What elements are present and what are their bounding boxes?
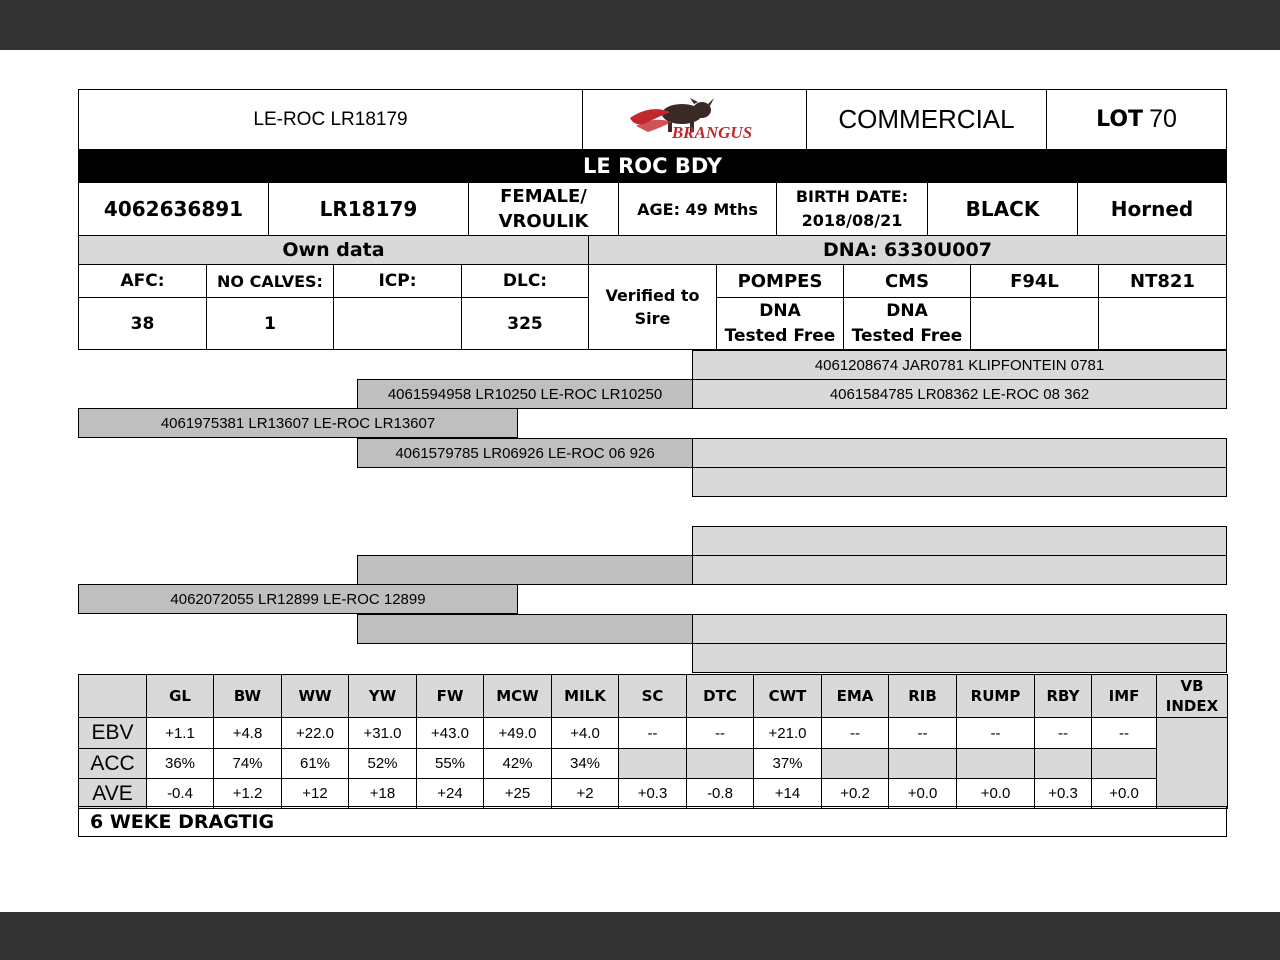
- ebv-cell-ebv-imf: --: [1091, 717, 1157, 749]
- cms-result-line2: Tested Free: [851, 325, 963, 346]
- category: COMMERCIAL: [806, 89, 1047, 150]
- no-calves-value: 1: [206, 297, 334, 350]
- ebv-header-fw: FW: [416, 674, 484, 718]
- ebv-cell-acc-yw: 52%: [348, 748, 417, 779]
- pompes-label: POMPES: [716, 264, 844, 298]
- pompes-result: [716, 297, 844, 350]
- ebv-cell-ave-fw: +24: [416, 778, 484, 809]
- ebv-cell-acc-rib: [888, 748, 957, 779]
- verified-line2: Sire: [634, 309, 671, 328]
- f94l-result: [970, 297, 1099, 350]
- ebv-row-label-ebv: EBV: [78, 717, 147, 749]
- dlc-value: 325: [461, 297, 589, 350]
- ebv-cell-ebv-yw: +31.0: [348, 717, 417, 749]
- ebv-cell-acc-ema: [821, 748, 889, 779]
- birth-date: [776, 182, 928, 236]
- pedigree-sire: 4061975381 LR13607 LE-ROC LR13607: [78, 408, 518, 438]
- brangus-logo: [582, 89, 807, 150]
- icp-label: ICP:: [333, 264, 462, 298]
- ebv-cell-ebv-sc: --: [618, 717, 687, 749]
- ebv-header-rib: RIB: [888, 674, 957, 718]
- ebv-cell-ebv-rby: --: [1034, 717, 1092, 749]
- pedigree-sire-dam: 4061579785 LR06926 LE-ROC 06 926: [357, 438, 693, 468]
- dlc-label: DLC:: [461, 264, 589, 298]
- ebv-cell-acc-dtc: [686, 748, 754, 779]
- ebv-cell-acc-gl: 36%: [146, 748, 214, 779]
- ebv-header-rby: RBY: [1034, 674, 1092, 718]
- top-bar: [0, 0, 1280, 50]
- ebv-cell-ave-sc: +0.3: [618, 778, 687, 809]
- colour: BLACK: [927, 182, 1078, 236]
- ebv-cell-acc-imf: [1091, 748, 1157, 779]
- ebv-cell-ave-bw: +1.2: [213, 778, 282, 809]
- no-calves-label: NO CALVES:: [206, 264, 334, 298]
- pedigree-sire-sire-sire: 4061208674 JAR0781 KLIPFONTEIN 0781: [692, 350, 1227, 380]
- vb-line2: INDEX: [1165, 697, 1219, 715]
- svg-text:BRANGUS: BRANGUS: [671, 122, 752, 142]
- ebv-cell-ave-milk: +2: [551, 778, 619, 809]
- page-title: LE ROC BDY: [78, 149, 1227, 183]
- sex: [468, 182, 619, 236]
- id-number: 4062636891: [78, 182, 269, 236]
- ebv-cell-ave-rby: +0.3: [1034, 778, 1092, 809]
- pedigree-dam-dam-dam: [692, 643, 1227, 673]
- lot-box: [1046, 89, 1227, 150]
- bottom-bar: [0, 912, 1280, 960]
- vb-line1: VB: [1180, 677, 1204, 695]
- animal-name: LE-ROC LR18179: [78, 89, 583, 150]
- ebv-cell-ave-mcw: +25: [483, 778, 552, 809]
- brangus-logo-icon: [620, 96, 770, 144]
- ebv-cell-ebv-cwt: +21.0: [753, 717, 822, 749]
- ebv-vb-index-value: [1156, 717, 1228, 809]
- nt821-result: [1098, 297, 1227, 350]
- pedigree-dam-sire-dam: [692, 555, 1227, 585]
- ebv-cell-ebv-ww: +22.0: [281, 717, 349, 749]
- ebv-cell-ave-rib: +0.0: [888, 778, 957, 809]
- ebv-cell-ebv-rib: --: [888, 717, 957, 749]
- ebv-cell-ave-ww: +12: [281, 778, 349, 809]
- ebv-header-rump: RUMP: [956, 674, 1035, 718]
- ebv-cell-acc-cwt: 37%: [753, 748, 822, 779]
- ebv-cell-ave-yw: +18: [348, 778, 417, 809]
- pompes-result-line1: DNA: [759, 300, 801, 321]
- ebv-cell-ave-imf: +0.0: [1091, 778, 1157, 809]
- afc-value: 38: [78, 297, 207, 350]
- pedigree-sire-sire-dam: 4061584785 LR08362 LE-ROC 08 362: [692, 379, 1227, 409]
- afc-label: AFC:: [78, 264, 207, 298]
- pregnancy-note: 6 WEKE DRAGTIG: [78, 806, 1227, 837]
- birth-value: 2018/08/21: [801, 211, 903, 230]
- sex-line1: FEMALE/: [500, 186, 587, 207]
- ebv-header-yw: YW: [348, 674, 417, 718]
- ebv-header-ema: EMA: [821, 674, 889, 718]
- ebv-cell-acc-fw: 55%: [416, 748, 484, 779]
- ebv-cell-ave-dtc: -0.8: [686, 778, 754, 809]
- ebv-header-milk: MILK: [551, 674, 619, 718]
- lot-label: LOT: [1096, 107, 1144, 132]
- ebv-cell-acc-ww: 61%: [281, 748, 349, 779]
- ebv-cell-ebv-ema: --: [821, 717, 889, 749]
- ebv-cell-ebv-gl: +1.1: [146, 717, 214, 749]
- ebv-cell-acc-rby: [1034, 748, 1092, 779]
- ebv-cell-acc-sc: [618, 748, 687, 779]
- ebv-row-label-ave: AVE: [78, 778, 147, 809]
- ebv-cell-ebv-dtc: --: [686, 717, 754, 749]
- f94l-label: F94L: [970, 264, 1099, 298]
- cms-label: CMS: [843, 264, 971, 298]
- ebv-header-vb-index: [1156, 674, 1228, 718]
- ebv-header-mcw: MCW: [483, 674, 552, 718]
- pedigree-dam-sire: [357, 555, 693, 585]
- ebv-cell-ave-rump: +0.0: [956, 778, 1035, 809]
- pompes-result-line2: Tested Free: [724, 325, 836, 346]
- ebv-cell-ave-ema: +0.2: [821, 778, 889, 809]
- ebv-cell-ebv-mcw: +49.0: [483, 717, 552, 749]
- cms-result-line1: DNA: [886, 300, 928, 321]
- ebv-header-gl: GL: [146, 674, 214, 718]
- dna-heading: DNA: 6330U007: [588, 235, 1227, 265]
- ebv-cell-ebv-rump: --: [956, 717, 1035, 749]
- ebv-header-ww: WW: [281, 674, 349, 718]
- ebv-cell-ebv-bw: +4.8: [213, 717, 282, 749]
- birth-label: BIRTH DATE:: [795, 187, 909, 206]
- ebv-header-corner: [78, 674, 147, 718]
- lot-number: 70: [1149, 105, 1177, 133]
- own-data-heading: Own data: [78, 235, 589, 265]
- nt821-label: NT821: [1098, 264, 1227, 298]
- ebv-cell-acc-milk: 34%: [551, 748, 619, 779]
- pedigree-dam-sire-sire: [692, 526, 1227, 556]
- ebv-header-imf: IMF: [1091, 674, 1157, 718]
- ebv-header-bw: BW: [213, 674, 282, 718]
- ebv-cell-ave-gl: -0.4: [146, 778, 214, 809]
- ebv-cell-ebv-fw: +43.0: [416, 717, 484, 749]
- pedigree-dam-dam-sire: [692, 614, 1227, 644]
- reg-number: LR18179: [268, 182, 469, 236]
- ebv-header-sc: SC: [618, 674, 687, 718]
- ebv-cell-acc-mcw: 42%: [483, 748, 552, 779]
- ebv-cell-acc-bw: 74%: [213, 748, 282, 779]
- pedigree-sire-dam-dam: [692, 467, 1227, 497]
- sex-line2: VROULIK: [498, 211, 589, 232]
- icp-value: [333, 297, 462, 350]
- ebv-cell-ave-cwt: +14: [753, 778, 822, 809]
- pedigree-dam: 4062072055 LR12899 LE-ROC 12899: [78, 584, 518, 614]
- pedigree-sire-sire: 4061594958 LR10250 LE-ROC LR10250: [357, 379, 693, 409]
- ebv-cell-acc-rump: [956, 748, 1035, 779]
- ebv-header-cwt: CWT: [753, 674, 822, 718]
- ebv-header-dtc: DTC: [686, 674, 754, 718]
- horn-status: Horned: [1077, 182, 1227, 236]
- ebv-row-label-acc: ACC: [78, 748, 147, 779]
- pedigree-sire-dam-sire: [692, 438, 1227, 468]
- cms-result: [843, 297, 971, 350]
- pedigree-dam-dam: [357, 614, 693, 644]
- verified-line1: Verified to: [605, 286, 700, 305]
- age: AGE: 49 Mths: [618, 182, 777, 236]
- verified-to-sire: [588, 264, 717, 350]
- ebv-cell-ebv-milk: +4.0: [551, 717, 619, 749]
